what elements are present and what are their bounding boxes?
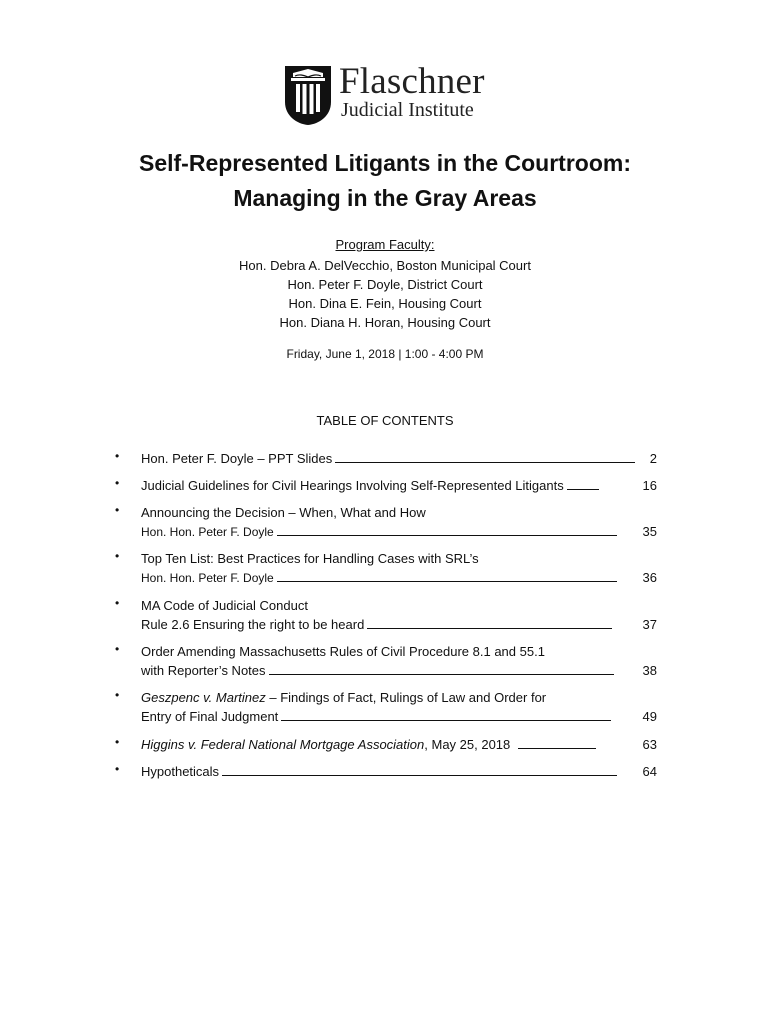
toc-page-number: 49: [642, 709, 657, 724]
toc-page-number: 63: [642, 737, 657, 752]
toc-entry-subtitle: with Reporter’s Notes: [141, 661, 614, 680]
faculty-heading: Program Faculty:: [335, 237, 435, 252]
faculty-member: Hon. Dina E. Fein, Housing Court: [288, 296, 482, 311]
faculty-member: Hon. Diana H. Horan, Housing Court: [279, 315, 491, 330]
program-date: Friday, June 1, 2018 | 1:00 - 4:00 PM: [286, 347, 484, 361]
toc-entry-title: Hon. Peter F. Doyle – PPT Slides: [141, 449, 635, 468]
toc-page-number: 35: [642, 524, 657, 539]
bullet: •: [115, 762, 120, 776]
toc-page-number: 2: [649, 451, 657, 466]
toc-page-number: 37: [642, 617, 657, 632]
toc-entry-title: Geszpenc v. Martinez – Findings of Fact, Rulings of Law and Order for: [141, 690, 547, 705]
toc-entry-title: Higgins v. Federal National Mortgage Association, May 25, 2018: [141, 735, 596, 754]
bullet: •: [115, 549, 120, 563]
toc-entry-title: Judicial Guidelines for Civil Hearings Involving Self-Represented Litigants: [141, 476, 599, 495]
bullet: •: [115, 449, 120, 463]
bullet: •: [115, 503, 120, 517]
toc-page-number: 64: [642, 764, 657, 779]
toc-entry-title: Top Ten List: Best Practices for Handling Cases with SRL’s: [141, 551, 479, 566]
institute-logo: [283, 61, 493, 128]
toc-entry-subtitle: Entry of Final Judgment: [141, 707, 611, 726]
toc-entry-title: Announcing the Decision – When, What and How: [141, 505, 426, 520]
courthouse-column-icon: [283, 64, 333, 126]
faculty-member: Hon. Debra A. DelVecchio, Boston Municipal Court: [239, 258, 531, 273]
bullet: •: [115, 642, 120, 656]
toc-entry-title: MA Code of Judicial Conduct: [141, 598, 308, 613]
document-title-line-1: Self-Represented Litigants in the Courtroom:: [139, 150, 631, 176]
case-name: Higgins v. Federal National Mortgage Association: [141, 737, 425, 752]
toc-page-number: 16: [642, 478, 657, 493]
toc-heading: TABLE OF CONTENTS: [316, 413, 454, 428]
faculty-member: Hon. Peter F. Doyle, District Court: [287, 277, 483, 292]
logo-name: Flaschner: [339, 61, 485, 102]
toc-entry-author: Hon. Hon. Peter F. Doyle: [141, 522, 617, 541]
bullet: •: [115, 596, 120, 610]
toc-entry-subtitle: Rule 2.6 Ensuring the right to be heard: [141, 615, 612, 634]
toc-entry-title: Hypotheticals: [141, 762, 617, 781]
bullet: •: [115, 735, 120, 749]
toc-entry-author: Hon. Hon. Peter F. Doyle: [141, 568, 617, 587]
toc-page-number: 38: [642, 663, 657, 678]
bullet: •: [115, 476, 120, 490]
logo-subtitle: Judicial Institute: [341, 99, 474, 121]
document-title-line-2: Managing in the Gray Areas: [233, 185, 537, 211]
toc-entry-title: Order Amending Massachusetts Rules of Civil Procedure 8.1 and 55.1: [141, 644, 545, 659]
bullet: •: [115, 688, 120, 702]
faculty-list: [0, 256, 770, 332]
toc-page-number: 36: [642, 570, 657, 585]
case-name: Geszpenc v. Martinez: [141, 690, 266, 705]
